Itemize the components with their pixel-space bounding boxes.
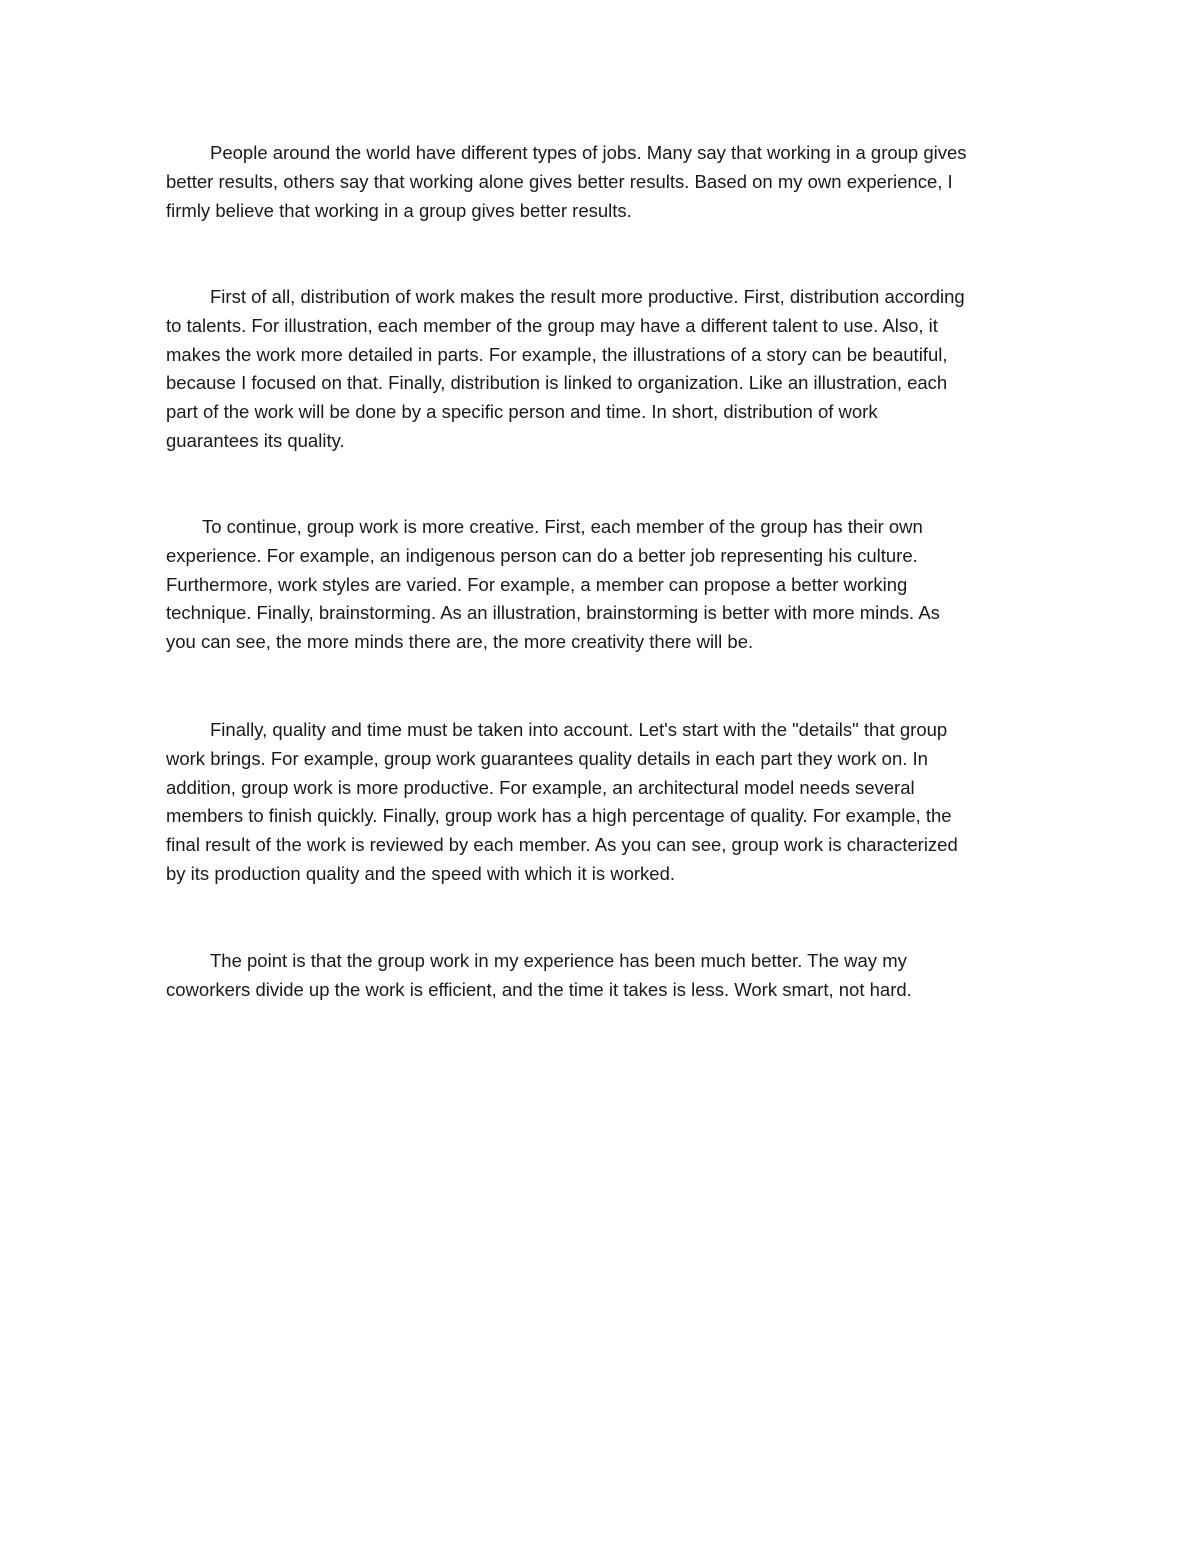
paragraph-line: better results, others say that working alone gives better results. Based on my own experience, I xyxy=(166,170,953,192)
paragraph-line: you can see, the more minds there are, the more creativity there will be. xyxy=(166,631,754,653)
paragraph-conclusion xyxy=(166,947,1046,1005)
paragraph-line: coworkers divide up the work is efficient, and the time it takes is less. Work smart, not hard. xyxy=(166,978,912,1000)
paragraph-line: People around the world have different types of jobs. Many say that working in a group gives xyxy=(210,142,967,163)
paragraph-line: guarantees its quality. xyxy=(166,429,345,451)
paragraph-line: to talents. For illustration, each member of the group may have a different talent to use. Also, it xyxy=(166,314,938,336)
paragraph-line: members to finish quickly. Finally, group work has a high percentage of quality. For example, the xyxy=(166,805,952,827)
paragraph-line: makes the work more detailed in parts. For example, the illustrations of a story can be beautiful, xyxy=(166,343,948,365)
paragraph-line: First of all, distribution of work makes the result more productive. First, distribution according xyxy=(210,286,965,307)
paragraph-line: Finally, quality and time must be taken into account. Let's start with the "details" that group xyxy=(210,719,948,740)
paragraph-line: final result of the work is reviewed by each member. As you can see, group work is characterized xyxy=(166,834,958,856)
paragraph-line: because I focused on that. Finally, distribution is linked to organization. Like an illustration, each xyxy=(166,372,948,394)
paragraph-line: To continue, group work is more creative. First, each member of the group has their own xyxy=(202,516,923,537)
paragraph-line: technique. Finally, brainstorming. As an illustration, brainstorming is better with more minds. As xyxy=(166,602,940,624)
paragraph-line: experience. For example, an indigenous person can do a better job representing his culture. xyxy=(166,544,918,566)
paragraph-quality-time xyxy=(166,716,1046,889)
paragraph-line: addition, group work is more productive. For example, an architectural model needs several xyxy=(166,776,915,798)
paragraph-line: Furthermore, work styles are varied. For example, a member can propose a better working xyxy=(166,573,908,595)
paragraph-line: work brings. For example, group work guarantees quality details in each part they work on. In xyxy=(166,747,928,769)
paragraph-creativity xyxy=(166,513,1046,657)
paragraph-distribution xyxy=(166,283,1046,456)
paragraph-line: by its production quality and the speed with which it is worked. xyxy=(166,862,676,884)
paragraph-line: The point is that the group work in my experience has been much better. The way my xyxy=(210,950,907,971)
paragraph-introduction xyxy=(166,139,1046,225)
paragraph-line: firmly believe that working in a group gives better results. xyxy=(166,199,632,221)
paragraph-line: part of the work will be done by a specific person and time. In short, distribution of work xyxy=(166,401,878,423)
